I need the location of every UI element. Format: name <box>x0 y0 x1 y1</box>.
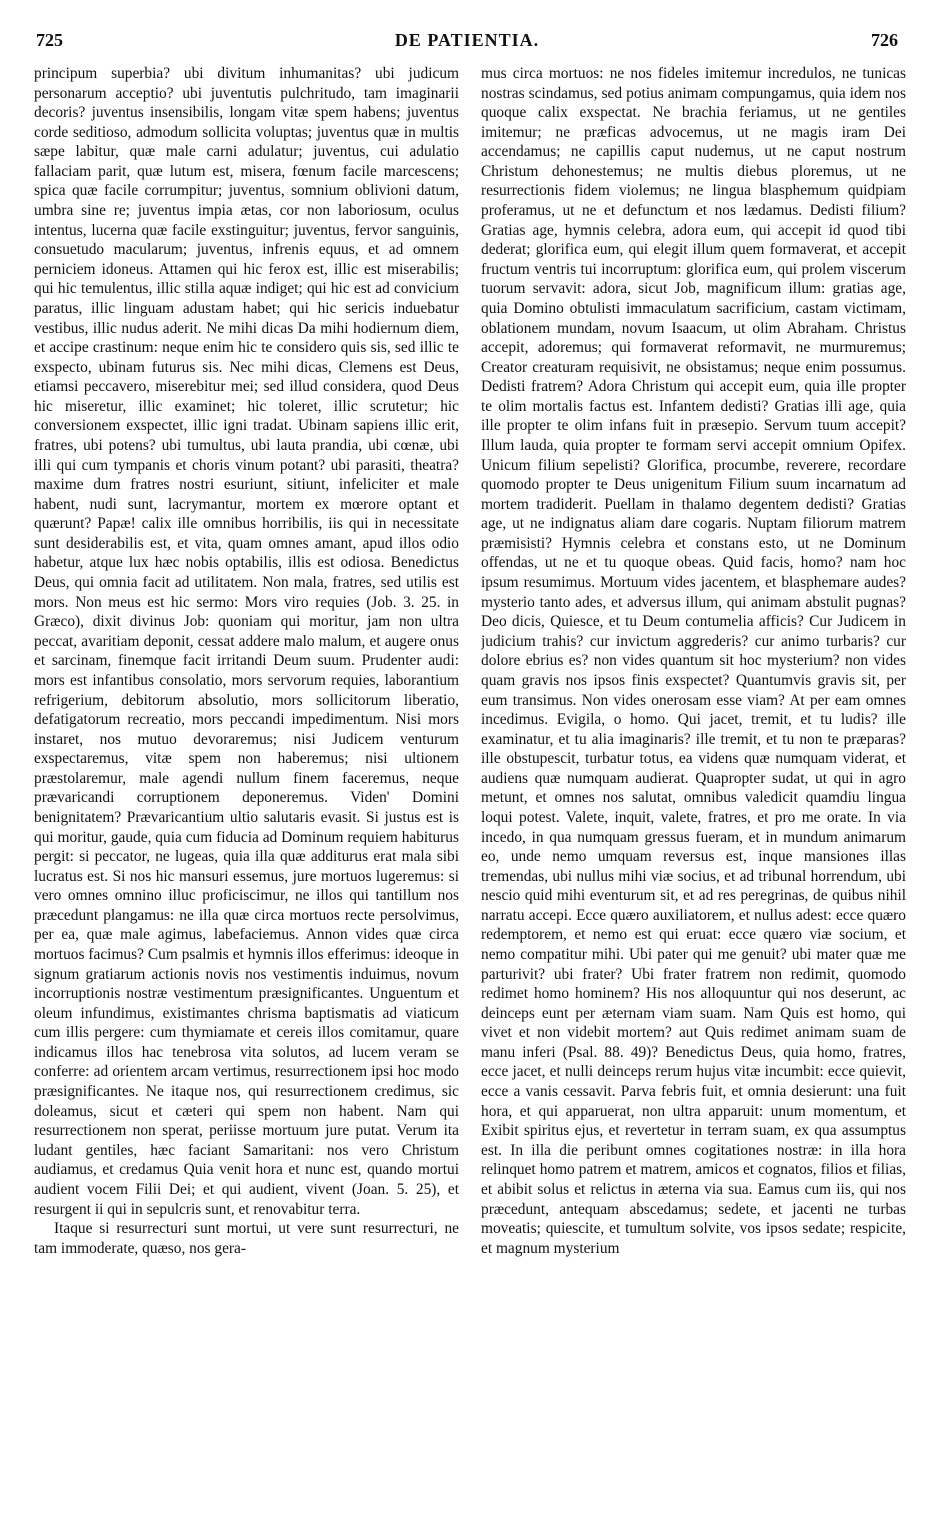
left-text-column <box>34 64 459 1524</box>
right-paragraph-1: mus circa mortuos: ne nos fideles imitemur incredulos, ne tunicas nostras scindamus, sed potius animam compungamus, quia idem nos quoque calix exspectat. Ne brachia feriamus, ut ne gentiles imitemur; ne præficas advocemus, ut ne magis iram Dei accendamus; ne capillis caput nudemus, ut ne caput nostrum Christum dehonestemus; ne multis diebus ploremus, ut ne resurrectionis fidem violemus; ne lingua blasphemum quidpiam proferamus, ut ne et defunctum et nos lædamus. Dedisti filium? Gratias age, hymnis celebra, adora eum, qui accepit id quod tibi dederat; glorifica eum, qui elegit illum quem formaverat, et accepit fructum ventris tui incorruptum: glorifica eum, qui prolem viscerum tuorum servavit: adora, sicut Job, magnificum illum: gratias age, quia Domino obtulisti immaculatum sacrificium, castam victimam, oblationem mundam, novum Isaacum, ut olim Abraham. Christus accepit, adoremus; qui formaverat reformavit, ne murmuremus; Creator creaturam requisivit, ne obsistamus; neque enim possumus. Dedisti fratrem? Adora Christum qui accepit eum, quia ille propter te olim mortalis factus est. Infantem dedisti? Gratias illi age, quia ille propter te olim infans fuit in præsepio. Servum tuum accepit? Illum lauda, quia propter te formam servi accepit omnium Opifex. Unicum filium sepelisti? Glorifica, procumbe, reverere, recordare quomodo propter te Deus unigenitum Filium suum incarnatum ad mortem tradiderit. Puellam in thalamo degentem dedisti? Gratias age, ut ne indignatus aliam dare cogaris. Nuptam filiorum matrem præmisisti? Hymnis celebra et constans esto, ut ne Dominum offendas, ut ne et tu quoque obeas. Quid facis, homo? nam hoc ipsum resumimus. Mortuum vides jacentem, et blasphemare audes? mysterio tanto ades, et adversus illum, qui animam abstulit pugnas? Deo dicis, Quiesce, et tu Deum contumelia afficis? Cur Judicem in judicium trahis? cur invictum aggrederis? cur animo turbaris? cur dolore ebrius es? non vides quantum sit hoc mysterium? non vides quam gravis nos ipsos finis exspectet? Quantumvis gravis sit, per eum transimus. Non vides onerosam esse viam? At per eam omnes incedimus. Evigila, o homo. Qui jacet, tremit, et tu ludis? ille examinatur, et tu alia imaginaris? ille tremit, et tu non te præparas? ille obstupescit, turbatur totus, ea videns quæ numquam viderat, et audiens quæ numquam audierat. Quapropter sudat, ut qui in agro metunt, et omnes nos salutat, omnibus valedicit quamdiu lingua loqui potest. Valete, inquit, valete, fratres, et pro me orate. In via incedo, in qua numquam gressus fueram, et in mundum animarum eo, unde nemo umquam reversus est, inque mansiones illas tremendas, ubi nullus mihi viæ socius, et ad tribunal horrendum, ubi nescio quid mihi eventurum sit, et ad res peregrinas, de quibus nihil narratu accepi. Ecce quæro auxiliatorem, et nullus adest: ecce quæro redemptorem, et nemo est qui eruat: ecce quæro viæ socium, et nemo compatitur mihi. Ubi pater qui me genuit? ubi mater quæ me parturivit? ubi frater? Ubi frater fratrem non redimit, quomodo redimet homo hominem? His nos alloquuntur qui nos deserunt, ac deinceps eunt per æternam viam suam. Nam Quis est homo, qui vivet et non videbit mortem? aut Quis redimet animam suam de manu inferi (Psal. 88. 49)? Benedictus Deus, quia homo, fratres, ecce jacet, et nulli deinceps rerum hujus vitæ incumbit: ecce quievit, ecce a vanis cessavit. Parva febris fuit, et omnia desierunt: una fuit hora, et qui apparuerat, non ultra apparuit: unum momentum, et Exibit spiritus ejus, et revertetur in terram suam, ex qua assumptus est. In illa die peribunt omnes cogitationes nostræ: in illa hora relinquet homo patrem et matrem, amicos et cognatos, filios et filias, et abibit solus et relictus in æterna via sua. Eamus cum iis, qui nos præcedunt, antequam abscedamus; sedete, et jacenti ne turbas moveatis; quiescite, et tumultum solvite, vos ipsos sedate; respicite, et magnum mysterium <box>481 65 906 1257</box>
left-paragraph-1: principum superbia? ubi divitum inhumanitas? ubi judicum personarum acceptio? ubi juventutis pulchritudo, tam imaginarii decoris? juventus insensibilis, longam vitæ spem habens; juventus corde seditioso, admodum sollicita voluptas; juventus quæ in multis sæpe labitur, quæ male carni adulatur; juventus, cui adulatio fallaciam parit, quæ lutum est, misera, fœnum facile marcescens; spica quæ facile corrumpitur; juventus, somnium oblivioni datum, umbra sine re; juventus impia ætas, cor non laboriosum, oculus intentus, lucerna quæ facile exstinguitur; juventus, fervor sanguinis, consuetudo macularum; juventus, infrenis equus, et ad omnem perniciem idoneus. Attamen qui hic ferox est, illic est miserabilis; qui hic temulentus, illic stilla aquæ indiget; qui hic est ad convicium paratus, illic linguam adustam habet; qui hic sericis induebatur vestibus, illic nudus aderit. Ne mihi dicas Da mihi hodiernum diem, et accipe crastinum: neque enim hic te considero quis sis, sed illic te exspecto, ubinam futurus sis. Nec mihi dicas, Clemens est Deus, etiamsi peccavero, miserebitur mei; sed illud considera, quod Deus hic miseretur, illic examinet; hic toleret, illic scrutetur; hic conversionem exspectet, illic igni tradat. Ubinam sapiens illic erit, fratres, ubi potens? ubi tumultus, ubi lauta prandia, ubi cœnæ, ubi illi qui cum tympanis et choris vinum potant? ubi parasiti, theatra? maxime dum fratres nostri esuriunt, sitiunt, infeliciter et male habent, nudi sunt, lacrymantur, mortem ex mœrore optant et quærunt? Papæ! calix ille omnibus horribilis, iis qui in necessitate sunt desiderabilis est, et vita, quam omnes amant, apud illos odio habetur, atque lux hæc nobis optabilis, illis est odiosa. Benedictus Deus, qui omnia facit ad utilitatem. Non mala, fratres, sed utilis est mors. Non meus est hic sermo: Mors viro requies (Job. 3. 25. in Græco), dixit divinus Job: quoniam qui moritur, jam non ultra peccat, avaritiam deponit, cessat addere malo malum, et augere onus et sarcinam, finemque facit irritandi Deum suum. Prudenter audi: mors est infantibus consolatio, mors servorum requies, laborantium refrigerium, debitorum absolutio, mors sollicitorum liberatio, defatigatorum recreatio, mors peccandi impedimentum. Nisi mors instaret, nos mutuo devoraremus; nisi Judicem venturum exspectaremus, vitæ spem non haberemus; nisi ultionem præstolaremur, male agendi nullum finem faceremus, neque prævaricandi corruptionem deponeremus. Viden' Domini benignitatem? Prævaricantium ultio salutaris evasit. Si justus est is qui moritur, gaude, quia cum fiducia ad Dominum requiem habiturus pergit: si peccator, ne lugeas, quia illa quæ additurus erat mala sibi lucratus est. Si nos hic mansuri essemus, jure mortuos lugeremus: si vero omnes omnino illuc proficiscimur, ne illos qui tantillum nos præcedunt plangamus: ne illa quæ circa mortuos recte persolvimus, per ea, quæ male agimus, labefaciemus. Annon vides quæ circa mortuos facimus? Cum psalmis et hymnis illos efferimus: ideoque in signum gratiarum actionis novis nos vestimentis induimus, novum incorruptionis nostræ vestimentum præsignificantes. Unguentum et oleum infundimus, existimantes chrisma baptismatis ad viaticum cum illis pergere: cum thymiamate et cereis illos comitamur, quare indicamus illos hac tenebrosa vita solutos, ad lucem veram se conferre: ad orientem arcam vertimus, resurrectionem ipsi hoc modo præsignificantes. Ne itaque nos, qui resurrectionem credimus, sic doleamus, sicut et cæteri qui spem non habent. Nam qui resurrectionem non sperat, periisse mortuum jure putat. Verum ita ludant gentiles, hæc faciant Samaritani: nos vero Christum audiamus, et credamus Quia venit hora et nunc est, quando mortui audient vocem Filii Dei; et qui audient, vivent (Joan. 5. 25), et resurgent ii qui in sepulcris sunt, et renovabitur terra. <box>34 65 459 1218</box>
running-title: DE PATIENTIA. <box>394 30 540 50</box>
left-paragraph-2: Itaque si resurrecturi sunt mortui, ut vere sunt resurrecturi, ne tam immoderate, quæso, nos gera- <box>34 1220 459 1257</box>
running-header <box>30 30 904 56</box>
right-page-number: 726 <box>871 30 898 50</box>
right-text-column <box>481 64 906 1524</box>
left-page-number: 725 <box>36 30 63 50</box>
